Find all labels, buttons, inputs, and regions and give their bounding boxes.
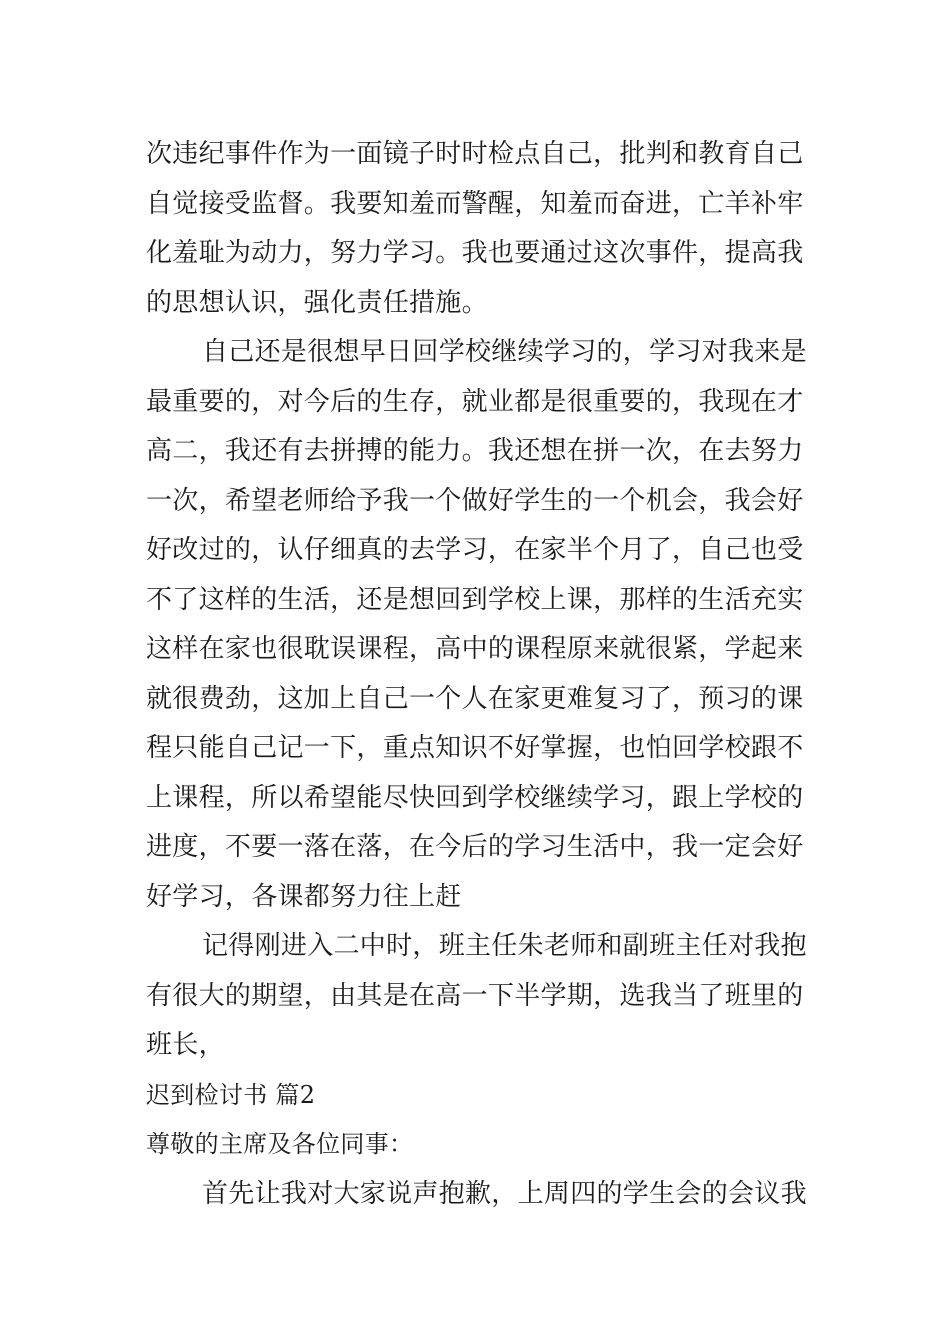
- text-line: 次违纪事件作为一面镜子时时检点自己，批判和教育自己: [146, 139, 804, 169]
- text-line: 记得刚进入二中时，班主任朱老师和副班主任对我抱: [202, 931, 807, 961]
- section-title: 迟到检讨书 篇2: [146, 1080, 316, 1109]
- text-line: 有很大的期望，由其是在高一下半学期，选我当了班里的: [146, 980, 804, 1011]
- text-line: 不了这样的生活，还是想回到学校上课，那样的生活充实: [146, 584, 804, 615]
- paragraph-3: [146, 922, 808, 1071]
- text-line: 上课程，所以希望能尽快回到学校继续学习，跟上学校的: [146, 782, 804, 813]
- text-line: 一次，希望老师给予我一个做好学生的一个机会，我会好: [146, 485, 804, 516]
- text-line: 班长，: [146, 1030, 225, 1060]
- text-line: 化羞耻为动力，努力学习。我也要通过这次事件，提高我: [146, 238, 804, 268]
- text-line: 程只能自己记一下，重点知识不好掌握，也怕回学校跟不: [146, 733, 804, 763]
- text-line: 好改过的，认仔细真的去学习，在家半个月了，自己也受: [146, 535, 804, 565]
- text-line: 首先让我对大家说声抱歉，上周四的学生会的会议我: [202, 1178, 807, 1209]
- paragraph-2: [146, 328, 808, 922]
- salutation: 尊敬的主席及各位同事：: [146, 1130, 414, 1158]
- text-line: 自觉接受监督。我要知羞而警醒，知羞而奋进，亡羊补牢: [146, 188, 804, 219]
- document-page: [146, 130, 808, 1219]
- text-line: 自己还是很想早日回学校继续学习的，学习对我来是: [202, 337, 807, 367]
- text-line: 高二，我还有去拼搏的能力。我还想在拼一次，在去努力: [146, 436, 804, 466]
- text-line: 的思想认识，强化责任措施。: [146, 287, 488, 318]
- paragraph-1: [146, 130, 808, 328]
- closing-paragraph: [146, 1170, 808, 1220]
- text-line: 这样在家也很耽误课程，高中的课程原来就很紧，学起来: [146, 634, 804, 664]
- text-line: 好学习，各课都努力往上赶: [146, 881, 462, 912]
- text-line: 进度，不要一落在落，在今后的学习生活中，我一定会好: [146, 832, 804, 862]
- text-line: 最重要的，对今后的生存，就业都是很重要的，我现在才: [146, 386, 804, 417]
- text-line: 就很费劲，这加上自己一个人在家更难复习了，预习的课: [146, 683, 804, 714]
